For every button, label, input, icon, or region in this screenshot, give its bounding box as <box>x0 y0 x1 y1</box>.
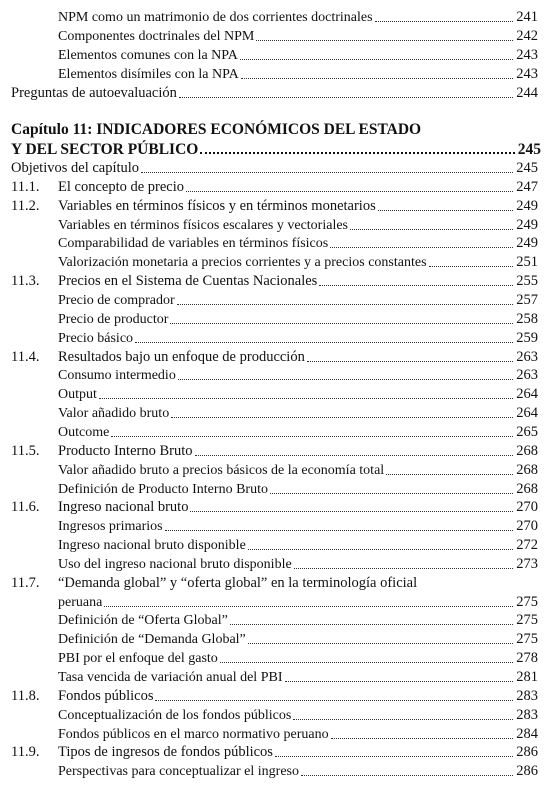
dot-leader <box>186 191 513 192</box>
dot-leader <box>429 266 514 267</box>
entry-page: 275 <box>516 593 538 610</box>
entry-title: Precio de productor <box>58 311 169 327</box>
dot-leader <box>301 775 513 776</box>
toc-entry <box>58 461 538 480</box>
entry-title: Valor añadido bruto a precios básicos de la economía total <box>58 462 385 478</box>
toc-entry <box>58 480 538 499</box>
toc-entry <box>58 234 538 253</box>
section-number: 11.3. <box>11 273 40 290</box>
entry-page: 259 <box>516 329 538 346</box>
toc-entry <box>58 385 538 404</box>
dot-leader <box>190 511 513 512</box>
toc-entry <box>11 574 538 593</box>
entry-title: El concepto de precio <box>58 178 185 195</box>
entry-page: 284 <box>516 725 538 742</box>
toc-entry <box>58 329 538 348</box>
entry-page: 270 <box>516 518 538 535</box>
entry-page: 281 <box>516 669 538 685</box>
dot-leader <box>230 624 513 625</box>
chapter-page: 245 <box>517 141 541 158</box>
entry-title: Tasa vencida de variación anual del PBI <box>58 670 283 685</box>
entry-page: 264 <box>516 386 538 403</box>
entry-page: 263 <box>516 348 538 365</box>
entry-page: 286 <box>516 763 538 780</box>
entry-page: 265 <box>516 423 538 440</box>
toc-entry <box>58 8 538 27</box>
dot-leader <box>307 361 513 362</box>
toc-entry <box>11 272 538 291</box>
dot-leader <box>293 719 513 720</box>
dot-leader <box>104 606 513 607</box>
entry-page: 268 <box>516 480 538 497</box>
toc-entry <box>58 762 538 781</box>
section-number: 11.6. <box>11 499 40 516</box>
dot-leader <box>178 379 513 380</box>
dot-leader <box>248 643 513 644</box>
dot-leader <box>135 342 513 343</box>
entry-title: Elementos disímiles con la NPA <box>58 67 239 82</box>
entry-title: Definición de Producto Interno Bruto <box>58 481 268 497</box>
entry-title: Perspectivas para conceptualizar el ingreso <box>58 764 300 780</box>
toc-entry <box>11 178 538 197</box>
toc-entry <box>58 366 538 385</box>
entry-title: Tipos de ingresos de fondos públicos <box>58 744 273 761</box>
entry-page: 283 <box>516 706 538 723</box>
entry-page: 275 <box>516 631 538 648</box>
entry-title: Ingresos primarios <box>58 519 163 535</box>
dot-leader <box>165 530 514 531</box>
dot-leader <box>294 568 514 569</box>
dot-leader <box>241 78 514 79</box>
dot-leader <box>285 681 514 682</box>
entry-title: Precio de comprador <box>58 293 175 308</box>
entry-page: 249 <box>516 235 538 252</box>
entry-page: 241 <box>516 9 538 25</box>
dot-leader <box>220 662 513 663</box>
dot-leader <box>200 152 514 154</box>
entry-page: 244 <box>516 85 538 101</box>
entry-title: Precios en el Sistema de Cuentas Nacionales <box>58 273 318 290</box>
section-number: 11.4. <box>11 348 40 365</box>
entry-page: 258 <box>516 310 538 327</box>
entry-page: 255 <box>516 273 538 290</box>
chapter-title-line2-row <box>11 139 541 160</box>
entry-page: 275 <box>516 612 538 629</box>
toc-entry <box>11 743 538 762</box>
entry-page: 242 <box>516 28 538 44</box>
entry-title: Conceptualización de los fondos públicos <box>58 707 292 723</box>
toc-entry <box>58 65 538 84</box>
toc-entry <box>58 310 538 329</box>
entry-title: Componentes doctrinales del NPM <box>58 29 255 44</box>
toc-entry <box>11 159 538 178</box>
dot-leader <box>111 436 513 437</box>
toc-entry <box>58 423 538 442</box>
entry-title: PBI por el enfoque del gasto <box>58 651 218 667</box>
entry-page: 243 <box>516 47 538 63</box>
toc-entry <box>58 630 538 649</box>
entry-title: Comparabilidad de variables en términos físicos <box>58 236 329 252</box>
entry-title: Objetivos del capítulo <box>11 160 140 176</box>
toc-entry <box>11 442 538 461</box>
toc-entry <box>11 348 538 367</box>
dot-leader <box>99 398 513 399</box>
entry-title: NPM como un matrimonio de dos corrientes doctrinales <box>58 10 373 25</box>
dot-leader <box>170 323 513 324</box>
dot-leader <box>256 40 513 41</box>
dot-leader <box>331 738 514 739</box>
entry-title: Producto Interno Bruto <box>58 442 193 459</box>
dot-leader <box>375 21 514 22</box>
dot-leader <box>171 417 513 418</box>
chapter-title-line1: Capítulo 11: INDICADORES ECONÓMICOS DEL ESTADO <box>11 121 422 138</box>
entry-title: “Demanda global” y “oferta global” en la terminología oficial <box>58 574 418 591</box>
entry-title: Definición de “Demanda Global” <box>58 632 246 648</box>
toc-entry <box>58 706 538 725</box>
entry-title: Output <box>58 387 97 403</box>
dot-leader <box>179 97 513 98</box>
section-number: 11.2. <box>11 197 40 214</box>
entry-page: 268 <box>516 442 538 459</box>
entry-page: 283 <box>516 687 538 704</box>
toc-entry <box>58 27 538 46</box>
toc-entry <box>11 197 538 216</box>
entry-page: 286 <box>516 744 538 761</box>
dot-leader <box>270 493 513 494</box>
toc-entry <box>58 555 538 574</box>
toc-entry <box>58 649 538 668</box>
entry-title: Variables en términos físicos escalares y vectoriales <box>58 217 349 233</box>
dot-leader <box>195 455 514 456</box>
dot-leader <box>386 474 513 475</box>
toc-entry <box>58 517 538 536</box>
entry-page: 273 <box>516 555 538 572</box>
entry-page: 272 <box>516 537 538 553</box>
toc-entry <box>58 668 538 687</box>
entry-title: Resultados bajo un enfoque de producción <box>58 348 305 365</box>
entry-page: 278 <box>516 650 538 667</box>
entry-title: Fondos públicos en el marco normativo peruano <box>58 726 329 742</box>
entry-title: Fondos públicos <box>58 687 154 704</box>
dot-leader <box>177 304 514 305</box>
entry-title: Ingreso nacional bruto disponible <box>58 538 246 553</box>
dot-leader <box>248 549 513 550</box>
entry-title: Ingreso nacional bruto <box>58 499 189 516</box>
toc-entry <box>58 216 538 235</box>
entry-title: Precio básico <box>58 330 134 346</box>
dot-leader <box>240 59 513 60</box>
entry-page: 243 <box>516 66 538 82</box>
section-number: 11.1. <box>11 178 40 195</box>
section-number: 11.9. <box>11 744 40 761</box>
toc-entry <box>58 404 538 423</box>
entry-title: Consumo intermedio <box>58 368 176 384</box>
entry-title: Outcome <box>58 424 110 440</box>
section-number: 11.7. <box>11 574 40 591</box>
entry-page: 257 <box>516 292 538 308</box>
entry-title: Elementos comunes con la NPA <box>58 48 238 63</box>
entry-page: 263 <box>516 367 538 384</box>
toc-entry <box>11 84 538 103</box>
toc-entry <box>58 725 538 744</box>
toc-entry <box>58 291 538 310</box>
chapter-title-line2: Y DEL SECTOR PÚBLICO <box>11 141 199 158</box>
entry-page: 245 <box>516 160 538 176</box>
dot-leader <box>330 247 513 248</box>
entry-page: 249 <box>516 197 538 214</box>
dot-leader <box>378 210 514 211</box>
entry-title: Definición de “Oferta Global” <box>58 613 228 629</box>
toc-entry <box>11 498 538 517</box>
entry-title: Valor añadido bruto <box>58 406 170 422</box>
entry-page: 270 <box>516 499 538 516</box>
dot-leader <box>155 700 513 701</box>
dot-leader <box>350 229 513 230</box>
entry-page: 268 <box>516 461 538 478</box>
toc-entry <box>58 253 538 272</box>
toc-entry <box>58 46 538 65</box>
toc-entry <box>11 687 538 706</box>
entry-title: Preguntas de autoevaluación <box>11 85 177 101</box>
entry-title: Variables en términos físicos y en términos monetarios <box>58 197 376 214</box>
entry-title: peruana <box>58 594 103 610</box>
dot-leader <box>275 756 513 757</box>
dot-leader <box>141 172 513 173</box>
entry-page: 247 <box>516 178 538 195</box>
section-number: 11.8. <box>11 687 40 704</box>
entry-page: 249 <box>516 216 538 233</box>
entry-title: Valorización monetaria a precios corrientes y a precios constantes <box>58 255 427 271</box>
entry-title: Uso del ingreso nacional bruto disponible <box>58 556 292 572</box>
entry-page: 251 <box>516 254 538 271</box>
toc-entry <box>58 593 538 612</box>
toc-entry <box>58 611 538 630</box>
dot-leader <box>319 285 513 286</box>
toc-entry <box>58 536 538 555</box>
section-number: 11.5. <box>11 442 40 459</box>
entry-page: 264 <box>516 405 538 422</box>
